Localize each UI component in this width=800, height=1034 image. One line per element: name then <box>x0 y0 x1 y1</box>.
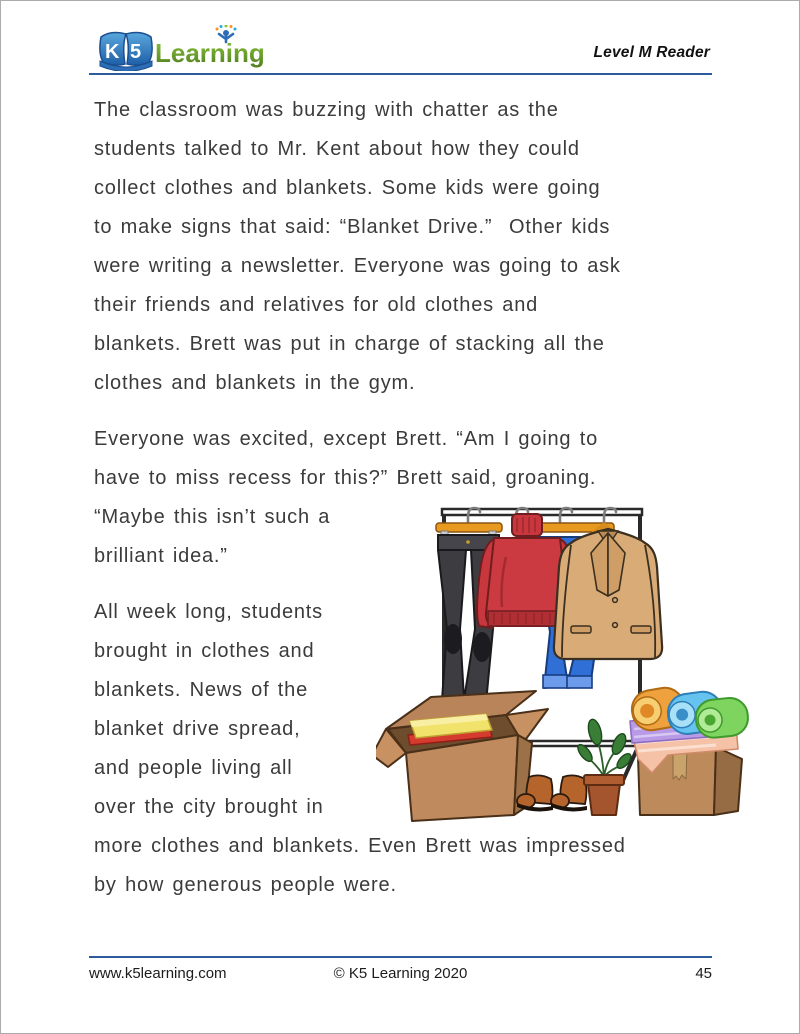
story-line: clothes and blankets in the gym. <box>94 372 416 394</box>
story-line: and people living all <box>94 757 293 779</box>
story-line: by how generous people were. <box>94 874 397 896</box>
logo-text-k: K <box>105 41 120 63</box>
story-line: to make signs that said: “Blanket Drive.” Other kids <box>94 216 611 238</box>
footer <box>89 965 712 987</box>
story-line: their friends and relatives for old clothes and <box>94 294 539 316</box>
story-line: more clothes and blankets. Even Brett was impressed <box>94 835 626 857</box>
footer-rule <box>89 956 712 958</box>
k5-learning-logo <box>96 25 276 71</box>
story-line: students talked to Mr. Kent about how they could <box>94 138 580 160</box>
footer-copyright: © K5 Learning 2020 <box>333 965 468 982</box>
story-line: have to miss recess for this?” Brett said, groaning. <box>94 467 597 489</box>
story-line: over the city brought in <box>94 796 324 818</box>
brown-boots <box>517 775 587 811</box>
header-rule <box>89 73 712 75</box>
story-line: brilliant idea.” <box>94 545 228 567</box>
level-label: Level M Reader <box>593 44 710 61</box>
story-line: were writing a newsletter. Everyone was going to ask <box>94 255 621 277</box>
paragraph-1 <box>94 91 719 403</box>
story-line: Everyone was excited, except Brett. “Am I going to <box>94 428 598 450</box>
logo-book-icon <box>100 33 152 71</box>
logo-text-learning: Learning <box>155 38 265 68</box>
footer-page-number: 45 <box>695 965 712 982</box>
clothes-donation-illustration <box>376 487 756 827</box>
story-line: blankets. News of the <box>94 679 309 701</box>
story-line: blankets. Brett was put in charge of stacking all the <box>94 333 605 355</box>
story-line: All week long, students <box>94 601 323 623</box>
closed-box-with-folded-blankets <box>629 685 750 815</box>
footer-website: www.k5learning.com <box>89 965 227 982</box>
tan-coat <box>554 525 662 659</box>
story-line: blanket drive spread, <box>94 718 301 740</box>
story-line: brought in clothes and <box>94 640 315 662</box>
story-line: The classroom was buzzing with chatter as the <box>94 99 559 121</box>
story-line: collect clothes and blankets. Some kids were going <box>94 177 601 199</box>
logo-text-5: 5 <box>130 41 142 63</box>
story-line: “Maybe this isn’t such a <box>94 506 331 528</box>
